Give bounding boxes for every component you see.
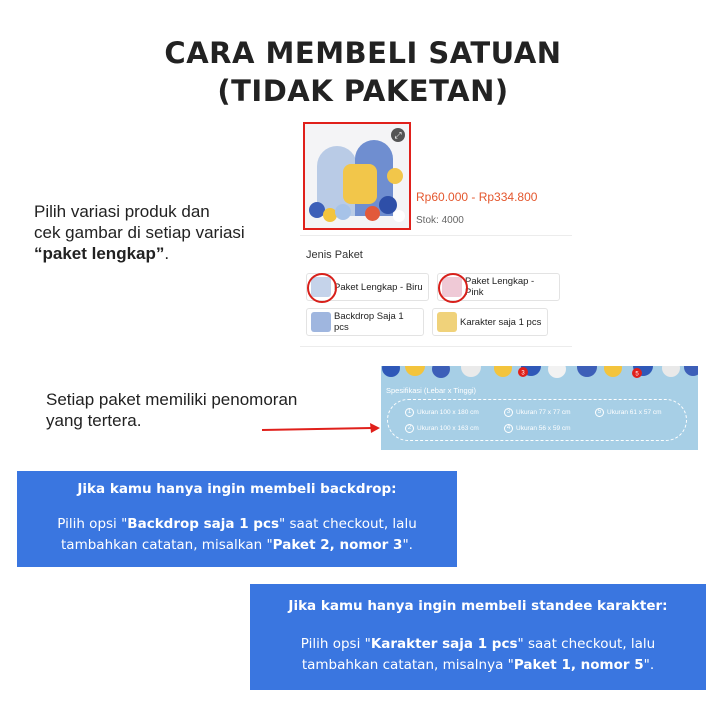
text-segment: tambahkan catatan, misalnya " [301,657,514,673]
variant-paket-lengkap-biru[interactable] [306,273,429,301]
option-name: Backdrop saja 1 pcs [127,516,280,532]
variant-label: Karakter saja 1 pcs [460,316,542,328]
box-body-line-1 [250,634,706,655]
spec-badge: 5 [635,371,639,378]
variant-label: Backdrop Saja 1 pcs [334,311,404,333]
spec-number: 3 [504,408,513,417]
title-line-2: (TIDAK PAKETAN) [217,74,509,108]
step1-line-1: Pilih variasi produk dan [34,202,210,221]
divider [300,346,572,347]
character-standee [343,164,377,204]
variant-group-label: Jenis Paket [306,249,363,261]
divider [300,235,572,236]
stock-count: Stok: 4000 [416,215,464,226]
spec-item [504,424,571,433]
step1-instruction [34,201,294,264]
variant-label: Paket Lengkap - Pink [465,276,535,298]
note-example: Paket 2, nomor 3 [272,537,403,553]
option-name: Karakter saja 1 pcs [370,636,518,652]
spec-label: Ukuran 100 x 180 cm [417,409,479,416]
box-heading: Jika kamu hanya ingin membeli standee karakter: [288,598,668,614]
product-image[interactable] [303,122,411,230]
variant-paket-lengkap-pink[interactable] [437,273,560,301]
spec-number: 1 [405,408,414,417]
text-segment: " saat checkout, lalu [279,516,417,532]
variant-karakter-saja[interactable] [432,308,548,336]
box-body-line-2 [250,655,706,676]
backdrop-info-box [17,471,457,567]
text-segment: " saat checkout, lalu [517,636,656,652]
variant-thumbnail-icon [311,312,331,332]
text-segment: ". [402,537,413,553]
variant-thumbnail-icon [442,277,462,297]
step1-highlight: “paket lengkap” [34,244,165,263]
spec-label: Ukuran 61 x 57 cm [607,409,662,416]
zoom-icon[interactable]: ⤢ [391,128,405,142]
step1-line-3 [34,243,294,264]
spec-label: Ukuran 100 x 163 cm [417,425,479,432]
balloon [393,210,405,222]
variant-label: Paket Lengkap - Biru [334,281,423,293]
product-card [300,118,572,348]
spec-item [595,408,662,417]
step2-line-1: Setiap paket memiliki penomoran [46,390,298,409]
box-body-line-1 [17,514,457,535]
step1-suffix: . [164,244,170,263]
price-range: Rp60.000 - Rp334.800 [416,190,538,204]
step2-line-2: yang tertera. [46,411,142,430]
variant-thumbnail-icon [311,277,331,297]
balloon [365,206,380,221]
spec-frame [387,399,687,441]
spec-item [405,408,479,417]
text-segment: Pilih opsi " [57,516,128,532]
spec-image [381,366,698,450]
spec-badge: 3 [521,370,525,377]
box-body [17,498,457,556]
spec-label: Ukuran 77 x 77 cm [516,409,571,416]
spec-item [504,408,571,417]
page-title [0,34,726,110]
box-body [250,615,706,676]
spec-item [405,424,479,433]
spec-badges [381,366,698,380]
spec-label: Ukuran 56 x 59 cm [516,425,571,432]
box-heading: Jika kamu hanya ingin membeli backdrop: [77,481,397,497]
spec-number: 5 [595,408,604,417]
character-info-box [250,584,706,690]
text-segment: Pilih opsi " [300,636,371,652]
step1-line-2: cek gambar di setiap variasi [34,223,245,242]
title-line-1: CARA MEMBELI SATUAN [164,36,562,70]
spec-number: 4 [504,424,513,433]
text-segment: tambahkan catatan, misalkan " [61,537,273,553]
arrow-right-icon [262,421,380,435]
variant-backdrop-saja[interactable] [306,308,424,336]
text-segment: ". [643,657,655,673]
spec-heading: Spesifikasi (Lebar x Tinggi) [386,386,477,395]
variant-thumbnail-icon [437,312,457,332]
balloon [335,204,351,220]
balloon [387,168,403,184]
spec-number: 2 [405,424,414,433]
note-example: Paket 1, nomor 5 [513,657,644,673]
box-body-line-2 [17,535,457,556]
